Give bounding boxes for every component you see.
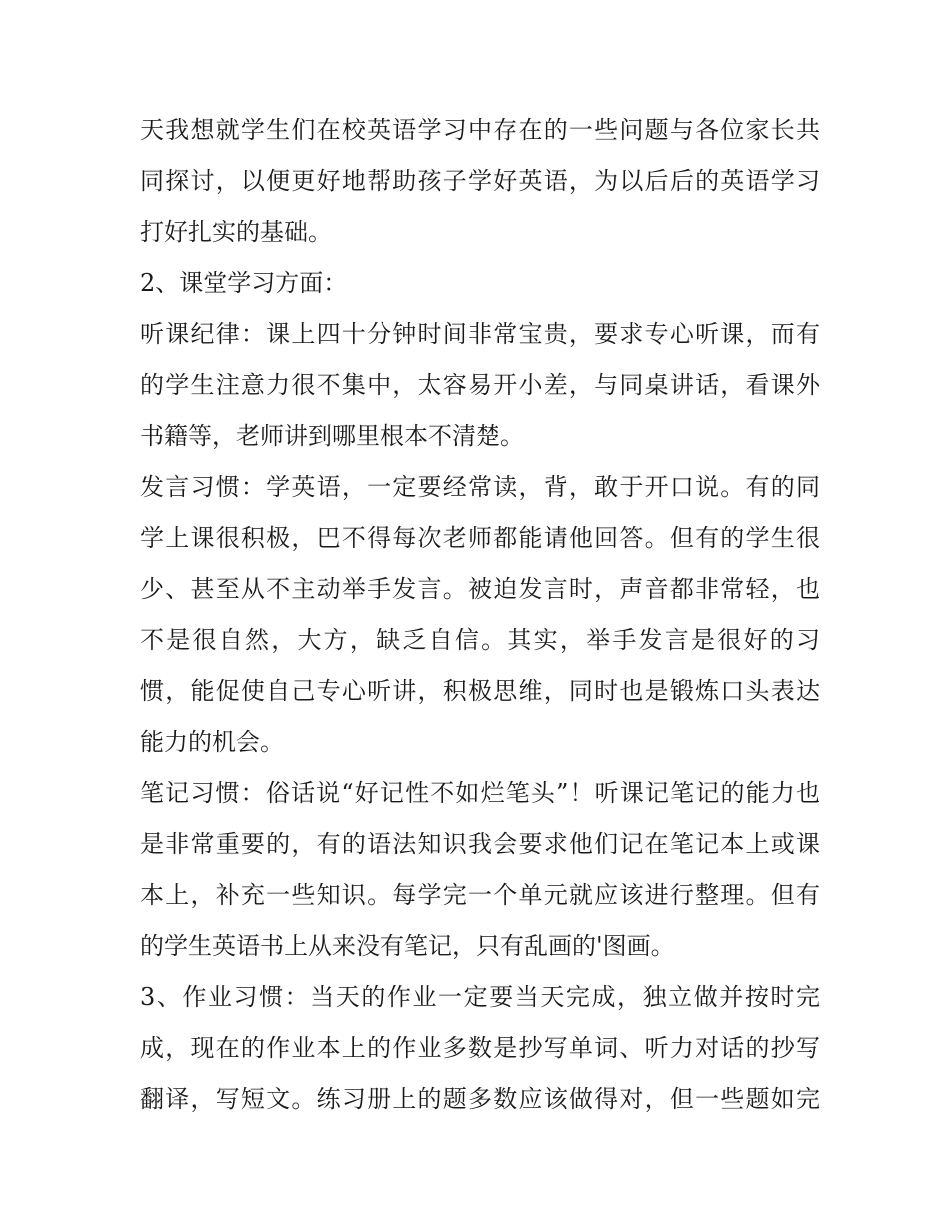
text-line-6: 的学生注意力很不集中，太容易开小差，与同桌讲话，看课外 (140, 371, 820, 399)
text-line-17: 的学生英语书上从来没有笔记，只有乱画的'图画。 (140, 932, 675, 960)
text-line-2: 同探讨，以便更好地帮助孩子学好英语，为以后后的英语学习 (140, 167, 820, 195)
text-line-8: 发言习惯：学英语，一定要经常读，背，敢于开口说。有的同 (140, 473, 820, 501)
text-line-14: 笔记习惯：俗话说“好记性不如烂笔头”！听课记笔记的能力也 (140, 779, 820, 807)
text-line-9: 学上课很积极，巴不得每次老师都能请他回答。但有的学生很 (140, 524, 820, 552)
section-heading-homework: 3、作业习惯：当天的作业一定要当天完成，独立做并按时完 (140, 983, 820, 1011)
document-body (140, 110, 820, 1130)
text-line-3: 打好扎实的基础。 (140, 218, 332, 246)
text-line-7: 书籍等，老师讲到哪里根本不清楚。 (140, 422, 524, 450)
text-line-10: 少、甚至从不主动举手发言。被迫发言时，声音都非常轻，也 (140, 575, 820, 603)
text-line-15: 是非常重要的，有的语法知识我会要求他们记在笔记本上或课 (140, 830, 820, 858)
text-line-20: 翻译，写短文。练习册上的题多数应该做得对，但一些题如完 (140, 1085, 820, 1113)
text-line-16: 本上，补充一些知识。每学完一个单元就应该进行整理。但有 (140, 881, 820, 909)
text-line-13: 能力的机会。 (140, 728, 284, 756)
text-line-5: 听课纪律：课上四十分钟时间非常宝贵，要求专心听课，而有 (140, 320, 820, 348)
text-line-11: 不是很自然，大方，缺乏自信。其实，举手发言是很好的习 (140, 626, 820, 654)
section-heading-classroom: 2、课堂学习方面： (140, 269, 348, 297)
text-line-12: 惯，能促使自己专心听讲，积极思维，同时也是锻炼口头表达 (140, 677, 820, 705)
text-line-19: 成，现在的作业本上的作业多数是抄写单词、听力对话的抄写 (140, 1034, 820, 1062)
text-line-1: 天我想就学生们在校英语学习中存在的一些问题与各位家长共 (140, 116, 820, 144)
